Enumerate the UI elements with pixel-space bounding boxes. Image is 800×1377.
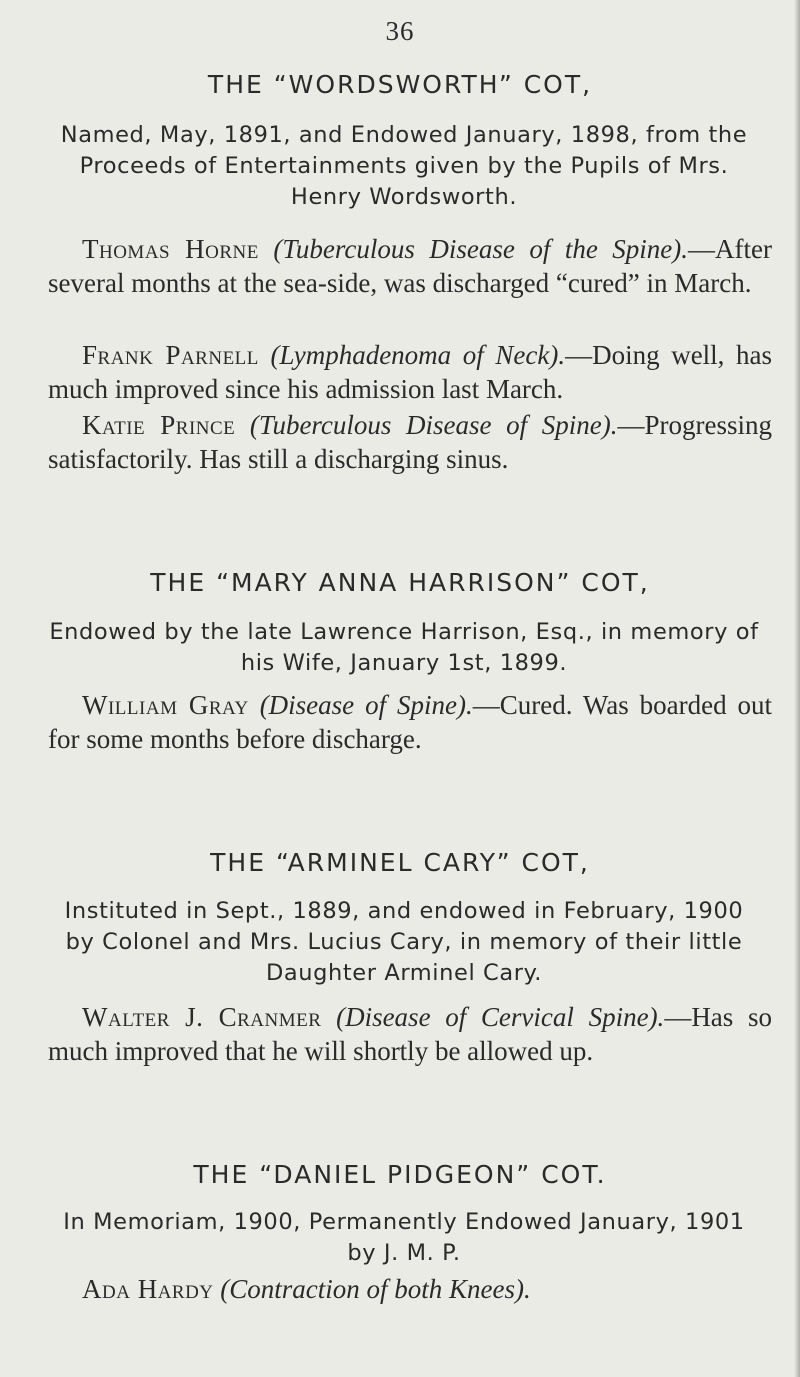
mary-anna-harrison-cot-subtitle: Endowed by the late Lawrence Harrison, Esq., in memory of his Wife, January 1st, 1899. <box>49 619 759 676</box>
wordsworth-cot-subtitle: Named, May, 1891, and Endowed January, 1898, from the Proceeds of Entertainments given by the Pupils of Mrs. Henry Wordsworth. <box>60 122 748 210</box>
arminel-cary-cot-subtitle: Instituted in Sept., 1889, and endowed in February, 1900 by Colonel and Mrs. Lucius Cary, in memory of their little Daughter Arminel Cary. <box>64 898 744 986</box>
progress-note: —Cured. Was boarded out for some months before discharge. <box>48 690 773 754</box>
progress-note: —After several months at the sea-side, was discharged “cured” in March. <box>48 234 772 298</box>
entry-thomas-horne <box>48 232 772 300</box>
arminel-cary-cot-heading: THE “ARMINEL CARY” COT, <box>210 848 590 877</box>
progress-note: —Has so much improved that he will shortly be allowed up. <box>48 1002 772 1066</box>
diagnosis: (Disease of Cervical Spine). <box>336 1002 665 1032</box>
page-number: 36 <box>385 16 415 46</box>
entry-frank-parnell <box>48 338 772 406</box>
diagnosis: (Contraction of both Knees). <box>220 1274 531 1304</box>
patient-name: Ada Hardy <box>82 1274 214 1304</box>
entry-ada-hardy <box>48 1272 772 1306</box>
daniel-pidgeon-cot-heading: THE “DANIEL PIDGEON” COT. <box>193 1160 607 1189</box>
patient-name: William Gray <box>82 690 249 720</box>
page-edge-shadow <box>794 0 800 1377</box>
patient-name: Walter J. Cranmer <box>82 1002 322 1032</box>
wordsworth-cot-heading: THE “WORDSWORTH” COT, <box>207 70 593 99</box>
entry-william-gray <box>48 688 772 756</box>
diagnosis: (Lymphadenoma of Neck). <box>270 340 566 370</box>
patient-name: Thomas Horne <box>82 234 259 264</box>
mary-anna-harrison-cot-heading: THE “MARY ANNA HARRISON” COT, <box>150 568 650 597</box>
diagnosis: (Disease of Spine). <box>259 690 473 720</box>
progress-note: —Doing well, has much improved since his admission last March. <box>48 340 773 404</box>
diagnosis: (Tuberculous Disease of Spine). <box>249 410 618 440</box>
patient-name: Frank Parnell <box>82 340 259 370</box>
progress-note: —Progressing satisfactorily. Has still a discharging sinus. <box>48 410 772 474</box>
entry-katie-prince <box>48 408 772 476</box>
diagnosis: (Tuberculous Disease of the Spine). <box>273 234 689 264</box>
patient-name: Katie Prince <box>82 410 236 440</box>
entry-walter-cranmer <box>48 1000 772 1068</box>
daniel-pidgeon-cot-subtitle: In Memoriam, 1900, Permanently Endowed January, 1901 by J. M. P. <box>63 1209 745 1266</box>
